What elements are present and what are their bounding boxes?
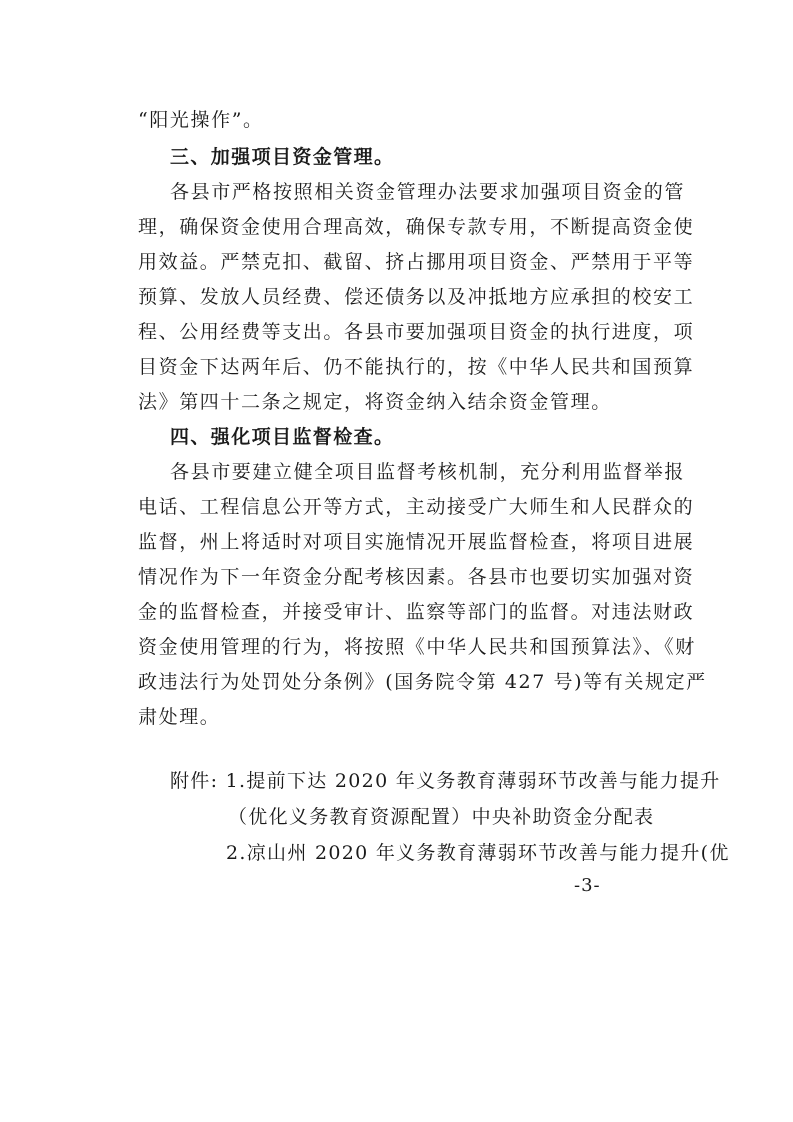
paragraph-line: 情况作为下一年资金分配考核因素。各县市也要切实加强对资 [138, 566, 695, 588]
paragraph-line: 各县市严格按照相关资金管理办法要求加强项目资金的管 [170, 181, 686, 203]
paragraph-line: 肃处理。 [138, 706, 221, 728]
paragraph-line: 资金使用管理的行为，将按照《中华人民共和国预算法》、《财 [138, 636, 696, 658]
paragraph-line: 法》第四十二条之规定，将资金纳入结余资金管理。 [138, 391, 612, 413]
paragraph-line: 程、公用经费等支出。各县市要加强项目资金的执行进度，项 [138, 321, 695, 343]
paragraph-line: 政违法行为处罚处分条例》(国务院令第 427 号)等有关规定严 [138, 671, 707, 693]
paragraph-line: 金的监督检查，并接受审计、监察等部门的监督。对违法财政 [138, 601, 695, 623]
paragraph-line: 电话、工程信息公开等方式，主动接受广大师生和人民群众的 [138, 496, 695, 518]
paragraph-line: 各县市要建立健全项目监督考核机制，充分利用监督举报 [170, 461, 686, 483]
paragraph-line: 理，确保资金使用合理高效，确保专款专用，不断提高资金使 [138, 216, 695, 238]
section-heading: 三、加强项目资金管理。 [170, 146, 395, 168]
paragraph-line: 监督，州上将适时对项目实施情况开展监督检查，将项目进展 [138, 531, 695, 553]
paragraph-line: 用效益。严禁克扣、截留、挤占挪用项目资金、严禁用于平等 [138, 251, 695, 273]
attachment-line: 2.凉山州 2020 年义务教育薄弱环节改善与能力提升(优 [226, 842, 730, 864]
paragraph-line: 预算、发放人员经费、偿还债务以及冲抵地方应承担的校安工 [138, 286, 695, 308]
paragraph-line: 目资金下达两年后、仍不能执行的，按《中华人民共和国预算 [138, 356, 695, 378]
attachment-line: 附件: 1.提前下达 2020 年义务教育薄弱环节改善与能力提升 [170, 770, 721, 792]
text-line: “阳光操作”。 [138, 109, 264, 131]
section-heading: 四、强化项目监督检查。 [170, 426, 395, 448]
attachment-line: （优化义务教育资源配置）中央补助资金分配表 [228, 806, 655, 828]
page-number: -3- [574, 875, 601, 896]
